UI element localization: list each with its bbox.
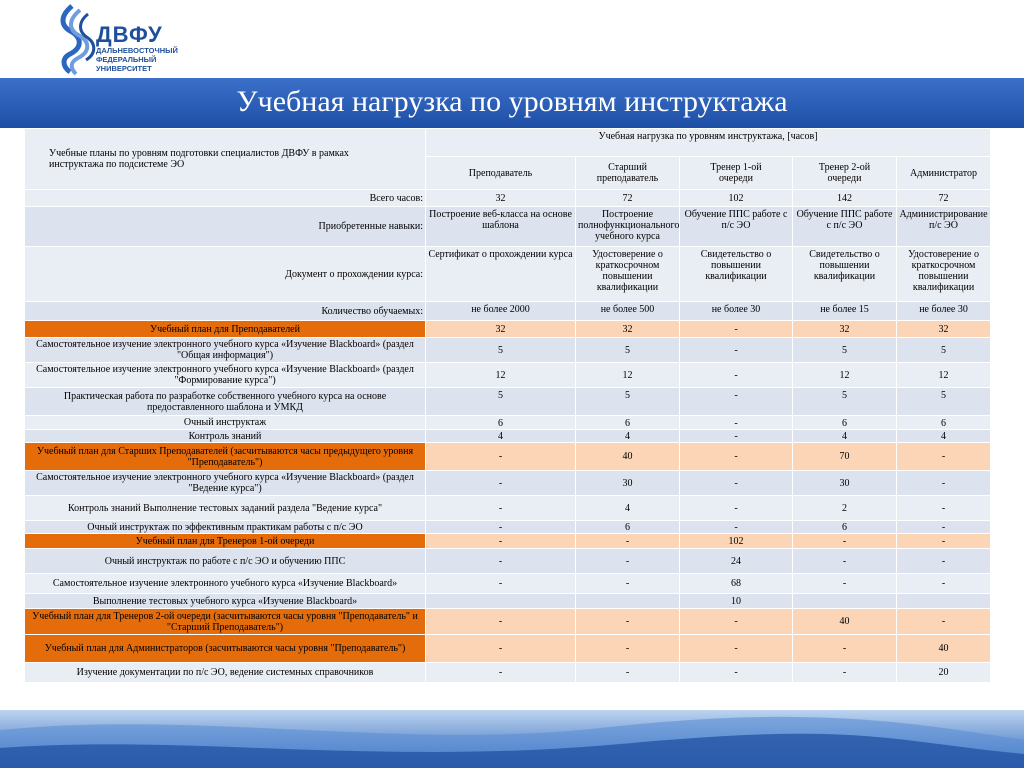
row-value: 5	[426, 338, 576, 363]
row-value	[426, 594, 576, 609]
row-value: 5	[576, 338, 680, 363]
row-value: 12	[897, 363, 991, 388]
plan-header-row	[25, 321, 991, 338]
row-value: -	[426, 574, 576, 594]
row-value: 6	[576, 416, 680, 430]
header-group: Учебная нагрузка по уровням инструктажа, [часов]	[426, 129, 991, 157]
row-label: Самостоятельное изучение электронного учебного курса «Изучение Blackboard» (раздел "Формирование курса")	[25, 363, 426, 388]
row-value: -	[680, 430, 793, 443]
row-value	[897, 594, 991, 609]
row-value: -	[680, 321, 793, 338]
row-value: -	[426, 534, 576, 549]
row-value	[793, 594, 897, 609]
row-value: 5	[897, 388, 991, 416]
row-value: -	[897, 609, 991, 635]
table-row	[25, 388, 991, 416]
table-row	[25, 471, 991, 496]
page-title: Учебная нагрузка по уровням инструктажа	[236, 85, 788, 118]
table-row	[25, 594, 991, 609]
row-value: Свидетельство о повышении квалификации	[680, 247, 793, 302]
row-value: 4	[576, 430, 680, 443]
row-value: 142	[793, 190, 897, 207]
row-value: -	[576, 609, 680, 635]
row-value: 6	[897, 416, 991, 430]
row-value: -	[680, 338, 793, 363]
row-value: -	[793, 549, 897, 574]
row-value: -	[897, 574, 991, 594]
header-role: Тренер 2-ой очереди	[793, 157, 897, 190]
row-value: не более 30	[680, 302, 793, 321]
row-label: Практическая работа по разработке собственного учебного курса на основе предоставленного шаблона и УМКД	[25, 388, 426, 416]
row-label: Учебный план для Преподавателей	[25, 321, 426, 338]
row-value: -	[426, 496, 576, 521]
row-value: 24	[680, 549, 793, 574]
table-row	[25, 430, 991, 443]
row-value: -	[897, 471, 991, 496]
table-row	[25, 521, 991, 534]
row-value: -	[793, 574, 897, 594]
row-value: 4	[897, 430, 991, 443]
table-row	[25, 363, 991, 388]
header-role: Администратор	[897, 157, 991, 190]
row-value: 6	[426, 416, 576, 430]
row-value: 32	[793, 321, 897, 338]
row-value: 102	[680, 190, 793, 207]
table-row	[25, 338, 991, 363]
row-value: 20	[897, 663, 991, 683]
row-value: -	[680, 496, 793, 521]
row-value: -	[576, 574, 680, 594]
row-value: -	[897, 443, 991, 471]
row-value: -	[793, 635, 897, 663]
row-value: -	[897, 496, 991, 521]
row-value: -	[426, 663, 576, 683]
row-value: не более 500	[576, 302, 680, 321]
table-row	[25, 663, 991, 683]
logo-title: ДВФУ	[96, 22, 163, 47]
row-value: 40	[897, 635, 991, 663]
row-value: 32	[426, 190, 576, 207]
row-value: не более 2000	[426, 302, 576, 321]
summary-row	[25, 247, 991, 302]
row-value: Обучение ППС работе с п/с ЭО	[680, 207, 793, 247]
row-value: -	[426, 609, 576, 635]
plan-header-row	[25, 443, 991, 471]
row-value: 12	[793, 363, 897, 388]
row-label: Приобретенные навыки:	[25, 207, 426, 247]
row-value: 32	[897, 321, 991, 338]
row-value: -	[897, 534, 991, 549]
row-value: 5	[793, 388, 897, 416]
header-role: Старший преподаватель	[576, 157, 680, 190]
row-value: -	[576, 534, 680, 549]
row-value: -	[426, 549, 576, 574]
row-value: 102	[680, 534, 793, 549]
row-value: 40	[793, 609, 897, 635]
row-value: 70	[793, 443, 897, 471]
row-label: Количество обучаемых:	[25, 302, 426, 321]
table-row	[25, 416, 991, 430]
row-value: -	[680, 471, 793, 496]
row-label: Самостоятельное изучение электронного учебного курса «Изучение Blackboard» (раздел "Ведение курса")	[25, 471, 426, 496]
row-value: 12	[426, 363, 576, 388]
row-value: 12	[576, 363, 680, 388]
row-value: -	[680, 363, 793, 388]
row-label: Учебный план для Тренеров 1-ой очереди	[25, 534, 426, 549]
plan-header-row	[25, 609, 991, 635]
row-value: 68	[680, 574, 793, 594]
row-value: 4	[793, 430, 897, 443]
logo-line2: ФЕДЕРАЛЬНЫЙ	[96, 55, 157, 64]
table-row	[25, 574, 991, 594]
row-value: Построение полнофункционального учебного курса	[576, 207, 680, 247]
load-table-wrapper	[24, 128, 990, 683]
row-label: Очный инструктаж	[25, 416, 426, 430]
row-value: Удостоверение о краткосрочном повышении квалификации	[897, 247, 991, 302]
row-value: 72	[576, 190, 680, 207]
row-label: Очный инструктаж по работе с п/с ЭО и обучению ППС	[25, 549, 426, 574]
summary-row	[25, 190, 991, 207]
load-table	[24, 128, 991, 683]
row-value: не более 30	[897, 302, 991, 321]
row-value: -	[426, 471, 576, 496]
row-value: 6	[793, 521, 897, 534]
row-value: Построение веб-класса на основе шаблона	[426, 207, 576, 247]
logo-text	[96, 24, 178, 73]
logo-line1: ДАЛЬНЕВОСТОЧНЫЙ	[96, 46, 178, 55]
row-value: 5	[793, 338, 897, 363]
row-value: 2	[793, 496, 897, 521]
row-value: -	[576, 635, 680, 663]
row-value: -	[576, 663, 680, 683]
row-value: -	[897, 521, 991, 534]
row-label: Самостоятельное изучение электронного учебного курса «Изучение Blackboard» (раздел "Общая информация")	[25, 338, 426, 363]
footer-wave-decoration	[0, 710, 1024, 768]
header-role: Тренер 1-ой очереди	[680, 157, 793, 190]
row-value: 4	[576, 496, 680, 521]
header-role: Преподаватель	[426, 157, 576, 190]
row-value: -	[576, 549, 680, 574]
row-value: Удостоверение о краткосрочном повышении квалификации	[576, 247, 680, 302]
row-value: -	[897, 549, 991, 574]
row-value: 6	[793, 416, 897, 430]
row-label: Всего часов:	[25, 190, 426, 207]
row-value: 10	[680, 594, 793, 609]
row-label: Учебный план для Тренеров 2-ой очереди (засчитываются часы уровня "Преподаватель" и "Старший Преподаватель")	[25, 609, 426, 635]
row-value: 6	[576, 521, 680, 534]
row-value: -	[793, 663, 897, 683]
table-row	[25, 496, 991, 521]
summary-row	[25, 302, 991, 321]
row-value: Сертификат о прохождении курса	[426, 247, 576, 302]
row-label: Контроль знаний	[25, 430, 426, 443]
row-value: Обучение ППС работе с п/с ЭО	[793, 207, 897, 247]
row-value: -	[426, 635, 576, 663]
row-value: -	[680, 443, 793, 471]
row-label: Изучение документации по п/с ЭО, ведение системных справочников	[25, 663, 426, 683]
row-value: 5	[576, 388, 680, 416]
row-value: 40	[576, 443, 680, 471]
row-value: не более 15	[793, 302, 897, 321]
row-value: 30	[576, 471, 680, 496]
row-value: 32	[576, 321, 680, 338]
row-value: 32	[426, 321, 576, 338]
row-value: Свидетельство о повышении квалификации	[793, 247, 897, 302]
row-value: 4	[426, 430, 576, 443]
row-label: Очный инструктаж по эффективным практикам работы с п/с ЭО	[25, 521, 426, 534]
row-value: Администрирование п/с ЭО	[897, 207, 991, 247]
row-label: Документ о прохождении курса:	[25, 247, 426, 302]
row-value: -	[680, 635, 793, 663]
row-value: 5	[426, 388, 576, 416]
summary-row	[25, 207, 991, 247]
row-value: -	[426, 521, 576, 534]
logo-line3: УНИВЕРСИТЕТ	[96, 64, 152, 73]
plan-header-row	[25, 635, 991, 663]
row-value: -	[426, 443, 576, 471]
row-value: -	[680, 609, 793, 635]
row-label: Выполнение тестовых учебного курса «Изучение Blackboard»	[25, 594, 426, 609]
row-value	[576, 594, 680, 609]
row-label: Самостоятельное изучение электронного учебного курса «Изучение Blackboard»	[25, 574, 426, 594]
row-value: -	[793, 534, 897, 549]
row-value: -	[680, 663, 793, 683]
row-value: 5	[897, 338, 991, 363]
header-corner: Учебные планы по уровням подготовки специалистов ДВФУ в рамках инструктажа по подсистеме ЭО	[25, 129, 426, 190]
row-value: -	[680, 388, 793, 416]
row-label: Учебный план для Старших Преподавателей (засчитываются часы предыдущего уровня "Преподаватель")	[25, 443, 426, 471]
row-value: 72	[897, 190, 991, 207]
row-label: Учебный план для Администраторов (засчитываются часы уровня "Преподаватель")	[25, 635, 426, 663]
plan-header-row	[25, 534, 991, 549]
row-label: Контроль знаний Выполнение тестовых заданий раздела "Ведение курса"	[25, 496, 426, 521]
row-value: -	[680, 521, 793, 534]
table-row	[25, 549, 991, 574]
row-value: 30	[793, 471, 897, 496]
header-row-group	[25, 129, 991, 157]
row-value: -	[680, 416, 793, 430]
